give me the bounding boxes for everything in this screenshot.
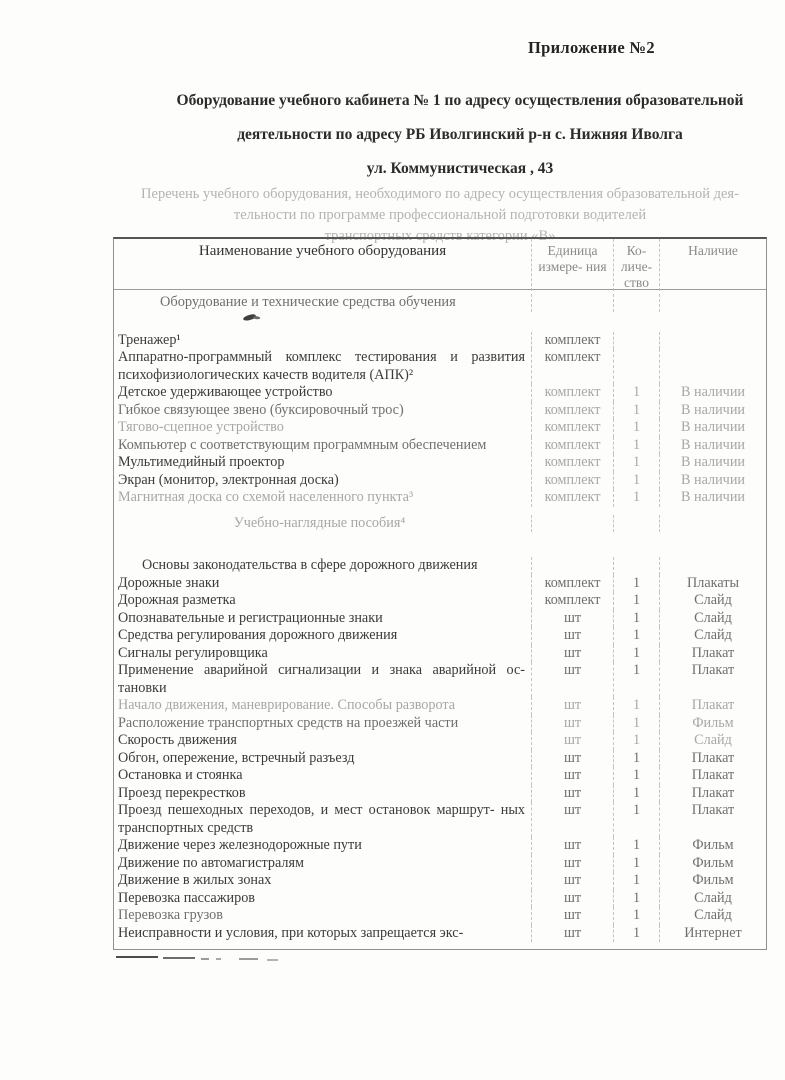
- cell-name: Тренажер¹: [118, 331, 181, 348]
- cell-name: Мультимедийный проектор: [118, 454, 285, 470]
- cell-name: Сигналы регулировщика: [118, 644, 268, 661]
- footnote-rule-segment: [216, 958, 221, 960]
- cell-qty: 1: [613, 437, 659, 455]
- cell-name: Магнитная доска со схемой населенного пункта³: [118, 489, 414, 505]
- cell-unit: шт: [531, 767, 613, 785]
- cell-qty: 1: [613, 785, 659, 803]
- cell-unit: комплект: [531, 472, 613, 490]
- cell-name: Скорость движения: [118, 732, 237, 748]
- table-row: [114, 489, 766, 507]
- column-header-unit: Единица измере- ния: [531, 239, 613, 291]
- table-row: [114, 802, 766, 837]
- footnote-rule-segment: [163, 957, 195, 959]
- cell-name: Движение в жилых зонах: [118, 872, 272, 888]
- cell-unit: шт: [531, 697, 613, 715]
- cell-qty: 1: [613, 732, 659, 750]
- cell-avail: [659, 557, 766, 575]
- cell-avail: Фильм: [659, 715, 766, 733]
- cell-qty: 1: [613, 802, 659, 837]
- cell-name: Перевозка грузов: [118, 907, 223, 923]
- cell-unit: комплект: [531, 437, 613, 455]
- cell-avail: Интернет: [659, 925, 766, 943]
- cell-unit: [531, 557, 613, 575]
- cell-unit: комплект: [531, 349, 613, 384]
- cell-name: Обгон, опережение, встречный разъезд: [118, 749, 355, 766]
- cell-qty: 1: [613, 750, 659, 768]
- cell-qty: 1: [613, 402, 659, 420]
- cell-qty: 1: [613, 419, 659, 437]
- cell-qty: [613, 515, 659, 533]
- table-row: [114, 750, 766, 768]
- cell-qty: 1: [613, 697, 659, 715]
- table-row: [114, 890, 766, 908]
- cell-avail: Плакат: [659, 802, 766, 837]
- cell-avail: В наличии: [659, 437, 766, 455]
- intro-line-2: тельности по программе профессиональной подготовки водителей: [233, 207, 647, 223]
- table-row: [114, 610, 766, 628]
- cell-avail: Плакат: [659, 662, 766, 697]
- cell-name: Средства регулирования дорожного движения: [118, 627, 398, 643]
- cell-avail: Плакат: [659, 645, 766, 663]
- cell-unit: комплект: [531, 419, 613, 437]
- cell-unit: шт: [531, 610, 613, 628]
- table-row: [114, 872, 766, 890]
- cell-qty: 1: [613, 767, 659, 785]
- cell-qty: [613, 332, 659, 350]
- footnote-rule-segment: [116, 956, 158, 958]
- table-row: [114, 627, 766, 645]
- cell-qty: 1: [613, 575, 659, 593]
- cell-unit: комплект: [531, 384, 613, 402]
- cell-name: Проезд пешеходных переходов, и мест остановок маршрут- ных транспортных средств: [118, 802, 525, 836]
- cell-name: Компьютер с соответствующим программным обеспечением: [118, 436, 487, 453]
- table-row: [114, 472, 766, 490]
- cell-name: Движение по автомагистралям: [118, 854, 304, 871]
- cell-unit: комплект: [531, 489, 613, 507]
- cell-name: Неисправности и условия, при которых запрещается экс-: [118, 924, 464, 941]
- cell-unit: комплект: [531, 332, 613, 350]
- cell-avail: В наличии: [659, 402, 766, 420]
- cell-avail: Плакат: [659, 767, 766, 785]
- cell-avail: В наличии: [659, 489, 766, 507]
- cell-avail: В наличии: [659, 419, 766, 437]
- cell-qty: 1: [613, 662, 659, 697]
- table-row: [114, 697, 766, 715]
- cell-name: Начало движения, маневрирование. Способы разворота: [118, 697, 456, 713]
- cell-avail: [659, 515, 766, 533]
- footnote-rule-segment: [239, 958, 258, 960]
- table-row: [114, 767, 766, 785]
- cell-avail: Фильм: [659, 855, 766, 873]
- section-row: [114, 515, 766, 533]
- table-row: [114, 349, 766, 384]
- cell-name: Опознавательные и регистрационные знаки: [118, 609, 383, 626]
- cell-avail: Плакат: [659, 750, 766, 768]
- appendix-label: Приложение №2: [528, 38, 655, 57]
- cell-name: Перевозка пассажиров: [118, 889, 255, 906]
- document-title-line-1: Оборудование учебного кабинета № 1 по адресу осуществления образовательной: [176, 92, 744, 109]
- cell-qty: [613, 294, 659, 312]
- cell-qty: 1: [613, 592, 659, 610]
- table-row: [114, 575, 766, 593]
- cell-qty: 1: [613, 627, 659, 645]
- table-row: [114, 715, 766, 733]
- cell-qty: 1: [613, 925, 659, 943]
- cell-name: Дорожная разметка: [118, 592, 236, 608]
- section-row: [114, 294, 766, 312]
- table-row: [114, 645, 766, 663]
- cell-unit: шт: [531, 855, 613, 873]
- table-row: [114, 732, 766, 750]
- cell-qty: 1: [613, 384, 659, 402]
- equipment-table: [113, 237, 767, 950]
- cell-qty: [613, 557, 659, 575]
- cell-unit: [531, 515, 613, 533]
- cell-avail: В наличии: [659, 454, 766, 472]
- table-row: [114, 907, 766, 925]
- cell-avail: Слайд: [659, 610, 766, 628]
- cell-name: Гибкое связующее звено (буксировочный трос): [118, 401, 404, 418]
- footnote-rule-segment: [201, 958, 209, 960]
- cell-avail: Слайд: [659, 592, 766, 610]
- table-row: [114, 454, 766, 472]
- cell-unit: комплект: [531, 592, 613, 610]
- cell-avail: [659, 349, 766, 384]
- cell-qty: 1: [613, 610, 659, 628]
- cell-name: Расположение транспортных средств на проезжей части: [118, 714, 459, 731]
- cell-unit: [531, 294, 613, 312]
- intro-line-3: транспортных средств категории «В»: [324, 228, 556, 244]
- document-title-line-3: ул. Коммунистическая , 43: [366, 160, 554, 177]
- cell-name: Основы законодательства в сфере дорожного движения: [142, 557, 478, 573]
- cell-avail: Плакат: [659, 785, 766, 803]
- table-row: [114, 837, 766, 855]
- cell-qty: 1: [613, 489, 659, 507]
- cell-unit: шт: [531, 627, 613, 645]
- column-header-quantity: Ко- личе- ство: [613, 239, 659, 291]
- cell-name: Проезд перекрестков: [118, 784, 246, 801]
- cell-unit: шт: [531, 662, 613, 697]
- cell-qty: 1: [613, 645, 659, 663]
- cell-name: Экран (монитор, электронная доска): [118, 471, 339, 488]
- cell-unit: шт: [531, 645, 613, 663]
- cell-avail: В наличии: [659, 384, 766, 402]
- cell-qty: 1: [613, 837, 659, 855]
- column-header-availability: Наличие: [659, 239, 766, 291]
- cell-avail: Плакаты: [659, 575, 766, 593]
- document-title: [140, 84, 780, 186]
- cell-qty: 1: [613, 872, 659, 890]
- cell-unit: шт: [531, 802, 613, 837]
- cell-unit: шт: [531, 732, 613, 750]
- cell-name: Тягово-сцепное устройство: [118, 419, 284, 435]
- cell-unit: комплект: [531, 454, 613, 472]
- section-row: [114, 557, 766, 575]
- cell-name: Движение через железнодорожные пути: [118, 837, 362, 853]
- cell-avail: Фильм: [659, 872, 766, 890]
- cell-qty: [613, 349, 659, 384]
- table-header: [114, 239, 766, 290]
- cell-avail: Слайд: [659, 907, 766, 925]
- cell-name: Оборудование и технические средства обучения: [160, 294, 456, 310]
- table-row: [114, 855, 766, 873]
- cell-qty: 1: [613, 855, 659, 873]
- cell-qty: 1: [613, 472, 659, 490]
- cell-avail: Слайд: [659, 627, 766, 645]
- table-row: [114, 662, 766, 697]
- table-row: [114, 419, 766, 437]
- cell-avail: В наличии: [659, 472, 766, 490]
- column-header-name: Наименование учебного оборудования: [198, 243, 447, 259]
- footnote-rule-segment: [267, 959, 278, 961]
- cell-avail: Плакат: [659, 697, 766, 715]
- cell-unit: шт: [531, 890, 613, 908]
- table-row: [114, 925, 766, 943]
- cell-unit: комплект: [531, 402, 613, 420]
- cell-avail: Фильм: [659, 837, 766, 855]
- cell-avail: Слайд: [659, 890, 766, 908]
- cell-name: Применение аварийной сигнализации и знака аварийной ос- тановки: [118, 662, 525, 696]
- cell-avail: [659, 294, 766, 312]
- cell-name: Учебно-наглядные пособия⁴: [233, 514, 406, 531]
- cell-name: Дорожные знаки: [118, 574, 220, 591]
- cell-name: Остановка и стоянка: [118, 767, 243, 783]
- table-row: [114, 785, 766, 803]
- cell-unit: шт: [531, 872, 613, 890]
- cell-unit: шт: [531, 837, 613, 855]
- cell-unit: шт: [531, 785, 613, 803]
- cell-name: Детское удерживающее устройство: [118, 384, 333, 400]
- table-row: [114, 592, 766, 610]
- cell-unit: шт: [531, 925, 613, 943]
- cell-qty: 1: [613, 454, 659, 472]
- cell-qty: 1: [613, 715, 659, 733]
- cell-unit: комплект: [531, 575, 613, 593]
- cell-avail: [659, 332, 766, 350]
- cell-name: Аппаратно-программный комплекс тестирования и развития психофизиологических качеств водителя (АПК)²: [118, 349, 525, 383]
- intro-line-1: Перечень учебного оборудования, необходимого по адресу осуществления образовательной дея-: [141, 186, 739, 202]
- equipment-table-body: [114, 294, 766, 942]
- cell-qty: 1: [613, 907, 659, 925]
- cell-unit: шт: [531, 907, 613, 925]
- table-row: [114, 332, 766, 350]
- cell-qty: 1: [613, 890, 659, 908]
- cell-unit: шт: [531, 715, 613, 733]
- cell-unit: шт: [531, 750, 613, 768]
- table-row: [114, 384, 766, 402]
- table-row: [114, 402, 766, 420]
- table-row: [114, 437, 766, 455]
- cell-avail: Слайд: [659, 732, 766, 750]
- document-title-line-2: деятельности по адресу РБ Иволгинский р-н с. Нижняя Иволга: [237, 126, 683, 143]
